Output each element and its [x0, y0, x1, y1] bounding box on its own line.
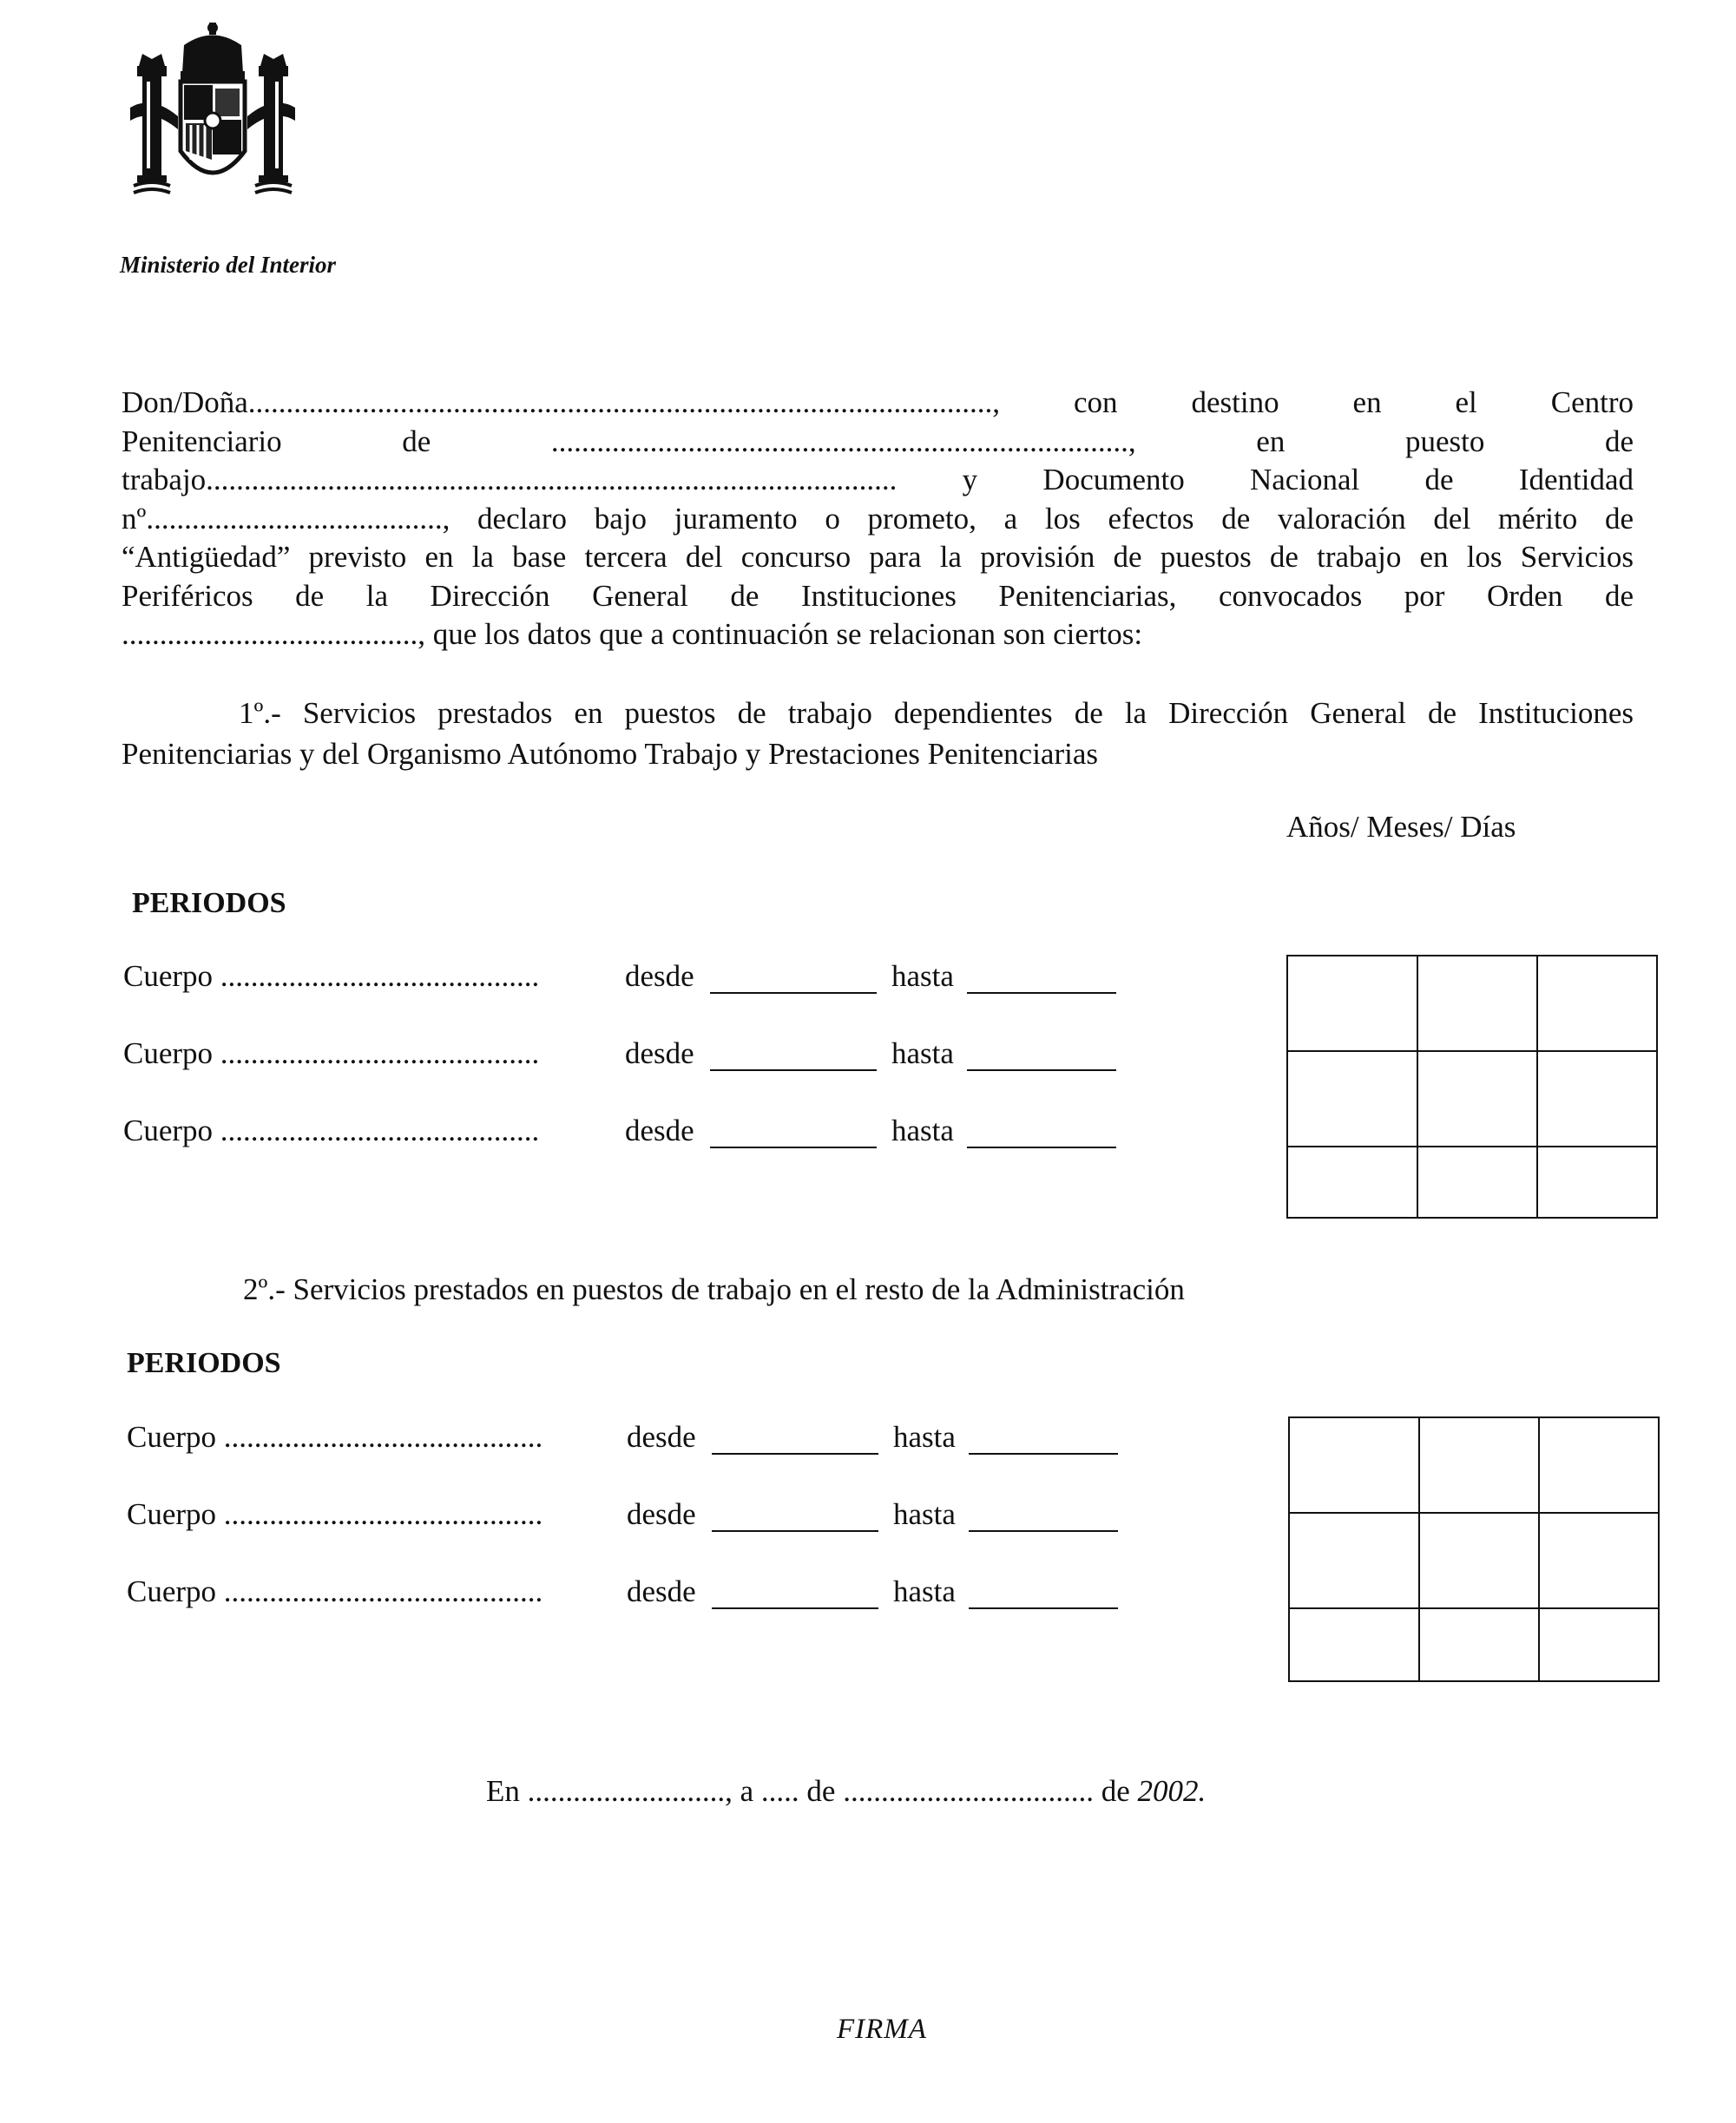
months-cell[interactable] [1417, 1051, 1537, 1147]
desde-label: desde [627, 1497, 696, 1531]
hasta-label: hasta [891, 959, 954, 993]
columns-header: Años/ Meses/ Días [1286, 810, 1516, 844]
desde-label: desde [627, 1574, 696, 1608]
days-cell[interactable] [1537, 956, 1657, 1051]
hasta-blank[interactable] [967, 1114, 1116, 1148]
ministry-name: Ministerio del Interior [120, 252, 337, 278]
days-cell[interactable] [1539, 1513, 1659, 1608]
hasta-label: hasta [891, 1114, 954, 1147]
declaration-line: Penitenciario de ............................................................................, en puesto de [122, 424, 1634, 458]
declaration-line: Don/Doña.................................................................................................., con destino en el Centro [122, 385, 1634, 419]
period-row [127, 1574, 1142, 1618]
desde-label: desde [625, 959, 694, 993]
days-cell[interactable] [1539, 1608, 1659, 1681]
days-cell[interactable] [1539, 1417, 1659, 1513]
spain-coat-of-arms-icon [130, 21, 295, 199]
declaration-paragraph [122, 384, 1634, 654]
years-cell[interactable] [1287, 956, 1417, 1051]
hasta-blank[interactable] [969, 1497, 1118, 1532]
years-cell[interactable] [1289, 1417, 1419, 1513]
desde-blank[interactable] [712, 1497, 878, 1532]
declaration-line: Periféricos de la Dirección General de Instituciones Penitenciarias, convocados por Orden de [122, 578, 1634, 613]
section2-duration-grid [1288, 1416, 1660, 1682]
place-date-line [486, 1774, 1206, 1809]
cuerpo-field[interactable]: Cuerpo .......................................... [123, 959, 540, 993]
year-text: 2002. [1137, 1774, 1207, 1808]
hasta-blank[interactable] [969, 1574, 1118, 1609]
declaration-line: nº......................................., declaro bajo juramento o prometo, a los efectos de valoración del mérito de [122, 501, 1634, 536]
months-cell[interactable] [1419, 1513, 1539, 1608]
cuerpo-field[interactable]: Cuerpo .......................................... [127, 1420, 543, 1454]
place-date-text: En .........................., a ..... de ................................. de [486, 1774, 1130, 1808]
hasta-label: hasta [891, 1036, 954, 1070]
hasta-blank[interactable] [969, 1420, 1118, 1455]
cuerpo-field[interactable]: Cuerpo .......................................... [123, 1036, 540, 1070]
months-cell[interactable] [1419, 1417, 1539, 1513]
desde-blank[interactable] [710, 959, 877, 994]
years-cell[interactable] [1289, 1608, 1419, 1681]
section2-heading: 2º.- Servicios prestados en puestos de trabajo en el resto de la Administración [243, 1272, 1185, 1306]
cuerpo-field[interactable]: Cuerpo .......................................... [127, 1574, 543, 1608]
cuerpo-field[interactable]: Cuerpo .......................................... [123, 1114, 540, 1147]
declaration-line: “Antigüedad” previsto en la base tercera del concurso para la provisión de puestos de trabajo en los Servicios [122, 540, 1634, 574]
declaration-line: trabajo........................................................................................... y Documento Nacional de Identidad [122, 463, 1634, 496]
days-cell[interactable] [1537, 1147, 1657, 1218]
hasta-label: hasta [893, 1420, 956, 1454]
desde-label: desde [625, 1114, 694, 1147]
period-row [127, 1420, 1142, 1463]
period-row [127, 1497, 1142, 1541]
cuerpo-field[interactable]: Cuerpo .......................................... [127, 1497, 543, 1531]
days-cell[interactable] [1537, 1051, 1657, 1147]
years-cell[interactable] [1287, 1051, 1417, 1147]
period-row [123, 1036, 1139, 1080]
section1-heading: 1º.- Servicios prestados en puestos de trabajo dependientes de la Dirección General de Instituciones Penitenciarias y del Organismo Autónomo Trabajo y Prestaciones Penitenciarias [122, 696, 1634, 771]
desde-label: desde [625, 1036, 694, 1070]
periodos-label: PERIODOS [127, 1347, 281, 1379]
desde-label: desde [627, 1420, 696, 1454]
hasta-blank[interactable] [967, 1036, 1116, 1071]
section1-duration-grid [1286, 955, 1658, 1219]
desde-blank[interactable] [710, 1036, 877, 1071]
periodos-label: PERIODOS [132, 887, 286, 919]
years-cell[interactable] [1289, 1513, 1419, 1608]
declaration-line: ......................................., que los datos que a continuación se relacionan son ciertos: [122, 617, 1143, 651]
months-cell[interactable] [1419, 1608, 1539, 1681]
desde-blank[interactable] [710, 1114, 877, 1148]
hasta-label: hasta [893, 1497, 956, 1531]
signature-label: FIRMA [837, 2014, 927, 2045]
period-row [123, 1114, 1139, 1157]
desde-blank[interactable] [712, 1420, 878, 1455]
months-cell[interactable] [1417, 956, 1537, 1051]
hasta-label: hasta [893, 1574, 956, 1608]
years-cell[interactable] [1287, 1147, 1417, 1218]
months-cell[interactable] [1417, 1147, 1537, 1218]
desde-blank[interactable] [712, 1574, 878, 1609]
period-row [123, 959, 1139, 1002]
hasta-blank[interactable] [967, 959, 1116, 994]
